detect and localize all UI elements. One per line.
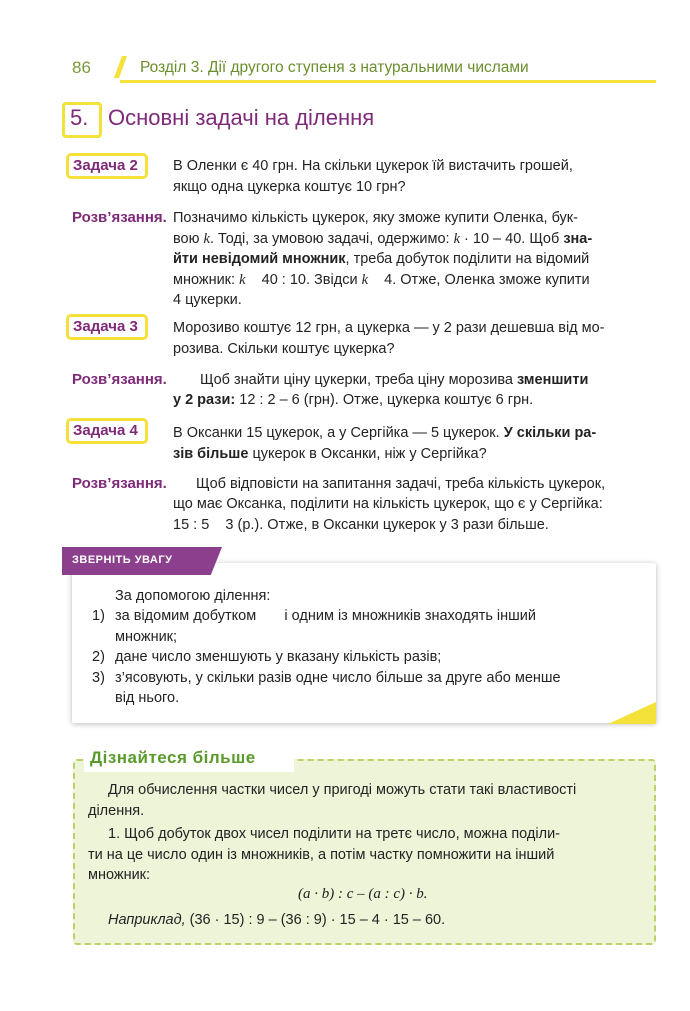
- item-number: 3): [92, 669, 105, 686]
- formula: (a · b) : c – (a : c) · b.: [298, 886, 428, 902]
- text-run: множник:: [173, 271, 240, 288]
- task-2-solution: [173, 208, 655, 311]
- solution-line: що має Оксанка, поділити на кількість цукерок, що є у Сергійка:: [173, 496, 603, 512]
- para-line: ти на це число один із множників, а потім частку помножити на інший: [88, 846, 555, 863]
- text-run: · 10 – 40. Щоб: [460, 230, 564, 247]
- section-number: 5.: [70, 105, 89, 130]
- text-run: 4. Отже, Оленка зможе купити: [368, 271, 590, 288]
- variable-k: k: [239, 271, 246, 288]
- chapter-title: Розділ 3. Дії другого ступеня з натуральними числами: [140, 59, 529, 76]
- solution-line: [173, 249, 655, 270]
- variable-k: k: [203, 230, 210, 247]
- task-3-text: [173, 318, 655, 359]
- task-2-solution-label: Розв’язання.: [72, 209, 167, 226]
- item-number: 1): [92, 608, 105, 624]
- task-3-solution-line1: [200, 370, 655, 391]
- variable-k: k: [361, 271, 369, 288]
- attention-item: [92, 647, 634, 668]
- task-3-line: Морозиво коштує 12 грн, а цукерка — у 2 рази дешевша від мо-: [173, 320, 605, 336]
- item-text: від нього.: [115, 690, 180, 706]
- task-2-line: В Оленки є 40 грн. На скільки цукерок їй вистачить грошей,: [173, 158, 573, 174]
- task-4-solution-label: Розв’язання.: [72, 475, 167, 492]
- task-2-line: якщо одна цукерка коштує 10 грн?: [173, 178, 406, 195]
- variable-k: k: [453, 230, 461, 247]
- attention-intro: За допомогою ділення:: [115, 588, 271, 604]
- attention-list: [92, 606, 634, 709]
- solution-line: [173, 229, 655, 250]
- task-3-solution-label: Розв’язання.: [72, 371, 167, 388]
- task-4-label: Задача 4: [73, 422, 138, 439]
- header-slash: [114, 56, 127, 78]
- item-text: дане число зменшують у вказану кількість разів;: [115, 649, 442, 665]
- solution-line: 15 : 5 3 (р.). Отже, в Оксанки цукерок у 3 рази більше.: [173, 516, 549, 533]
- solution-line: [173, 270, 655, 291]
- item-text: множник;: [115, 628, 178, 645]
- task-4-solution-rest: [173, 494, 655, 535]
- bold-run: зменшити: [516, 372, 589, 388]
- text-run: вою: [173, 230, 204, 247]
- attention-label: ЗВЕРНІТЬ УВАГУ: [72, 554, 173, 566]
- text-run: 12 : 2 – 6 (грн). Отже, цукерка коштує 6 грн.: [235, 392, 534, 408]
- text-run: цукерок в Оксанки, ніж у Сергійка?: [248, 445, 487, 462]
- text-run: Щоб знайти ціну цукерки, треба ціну морозива: [200, 372, 517, 388]
- task-2-label: Задача 2: [73, 157, 138, 174]
- page-number: 86: [72, 58, 91, 77]
- bold-run: зів більше: [173, 445, 249, 462]
- task-2-text: [173, 156, 655, 197]
- example-text: (36 · 15) : 9 – (36 : 9) · 15 – 4 · 15 – 60.: [185, 912, 446, 928]
- header-rule: [120, 80, 656, 83]
- bold-run: йти невідомий множник: [173, 251, 346, 267]
- attention-item: [92, 606, 634, 647]
- learn-more-para2: [88, 824, 636, 886]
- task-4-line: [173, 444, 655, 465]
- bold-run: У скільки ра-: [503, 425, 597, 441]
- attention-item: [92, 668, 634, 709]
- item-number: 2): [92, 649, 105, 665]
- example-label: Наприклад,: [108, 912, 186, 928]
- bold-run: зна-: [563, 230, 593, 247]
- learn-more-title: Дізнайтеся більше: [90, 748, 256, 767]
- para-line: ділення.: [88, 802, 145, 819]
- text-run: В Оксанки 15 цукерок, а у Сергійка — 5 цукерок.: [173, 425, 504, 441]
- section-title: Основні задачі на ділення: [108, 105, 375, 130]
- text-run: , треба добуток поділити на відомий: [345, 251, 590, 267]
- bold-run: у 2 рази:: [173, 392, 236, 408]
- learn-more-para1: [88, 780, 636, 821]
- task-3-label: Задача 3: [73, 318, 138, 335]
- item-text: за відомим добутком і одним із множників знаходять інший: [115, 608, 536, 624]
- task-3-line: розива. Скільки коштує цукерка?: [173, 340, 395, 357]
- task-3-solution-line2: [173, 390, 655, 411]
- task-4-line: [173, 423, 655, 444]
- text-run: . Тоді, за умовою задачі, одержимо:: [209, 230, 454, 247]
- para-line: 1. Щоб добуток двох чисел поділити на третє число, можна поділи-: [108, 826, 560, 842]
- task-4-text: [173, 423, 655, 464]
- para-line: множник:: [88, 867, 151, 883]
- text-run: 40 : 10. Звідси: [245, 271, 362, 288]
- item-text: з’ясовують, у скільки разів одне число більше за друге або менше: [115, 669, 561, 686]
- example: [108, 910, 445, 931]
- task-4-solution-line1: Щоб відповісти на запитання задачі, треба кількість цукерок,: [196, 476, 606, 492]
- para-line: Для обчислення частки чисел у пригоді можуть стати такі властивості: [108, 782, 577, 798]
- solution-line: Позначимо кількість цукерок, яку зможе купити Оленка, бук-: [173, 210, 578, 226]
- solution-line: 4 цукерки.: [173, 292, 242, 308]
